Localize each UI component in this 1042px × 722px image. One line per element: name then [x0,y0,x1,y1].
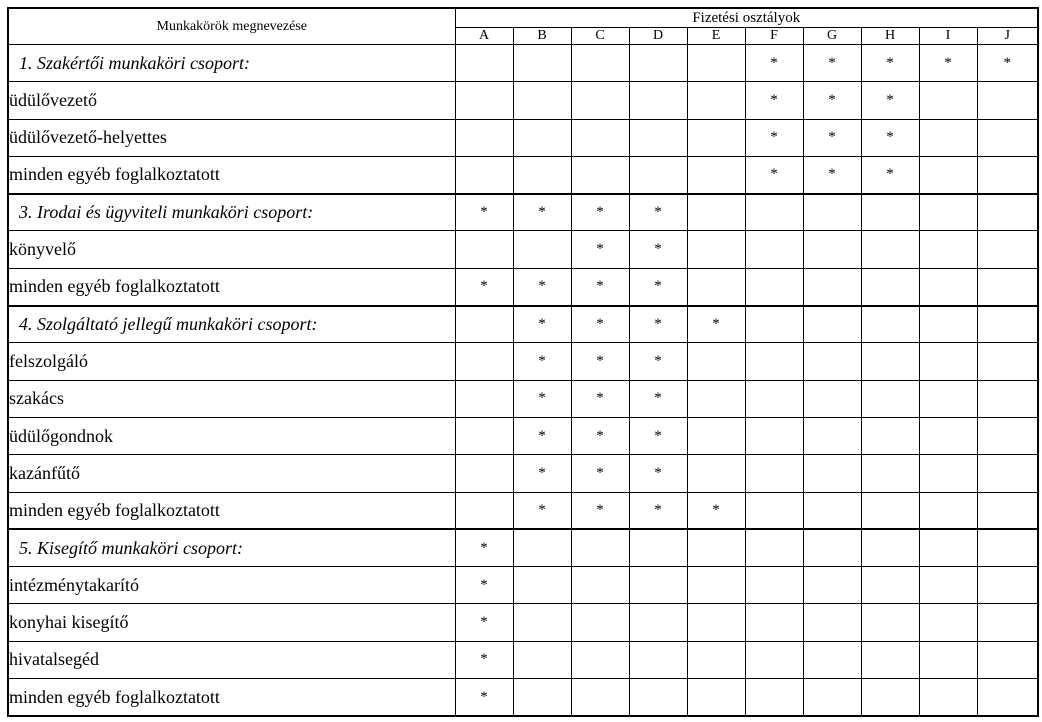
class-cell-b [513,45,571,82]
table-row [8,604,1038,641]
table-row [8,380,1038,417]
class-header-i: I [919,28,977,45]
class-cell-i [919,268,977,305]
class-cell-d [629,679,687,716]
asterisk-mark: * [538,501,546,518]
class-cell-g [803,231,861,268]
asterisk-mark: * [538,204,546,221]
asterisk-mark: * [1003,54,1012,71]
table-row [8,679,1038,716]
table-row [8,156,1038,193]
asterisk-mark: * [828,91,836,108]
class-cell-e [687,45,745,82]
asterisk-mark: * [596,353,604,370]
asterisk-mark: * [654,390,662,407]
asterisk-mark: * [596,464,604,481]
asterisk-mark: * [538,278,546,295]
class-cell-j [977,492,1038,529]
class-cell-c [571,679,629,716]
class-cell-d [629,156,687,193]
class-cell-i [919,455,977,492]
class-cell-d [629,417,687,454]
salary-classes-header: Fizetési osztályok [455,8,1038,28]
asterisk-mark: * [828,129,836,146]
class-cell-i [919,45,977,82]
table-row [8,417,1038,454]
class-cell-b [513,679,571,716]
class-cell-j [977,380,1038,417]
job-label: kazánfűtő [8,455,455,492]
table-row [8,492,1038,529]
class-cell-h [861,380,919,417]
class-cell-e [687,268,745,305]
class-cell-e [687,417,745,454]
asterisk-mark: * [886,91,894,108]
class-cell-c [571,455,629,492]
table-row [8,641,1038,678]
class-cell-c [571,194,629,231]
asterisk-mark: * [596,390,604,407]
asterisk-mark: * [596,241,604,258]
class-header-b: B [513,28,571,45]
class-header-g: G [803,28,861,45]
class-cell-b [513,82,571,119]
job-label: minden egyéb foglalkoztatott [8,492,455,529]
class-cell-f [745,82,803,119]
class-cell-e [687,604,745,641]
class-cell-f [745,455,803,492]
class-cell-f [745,679,803,716]
job-label: konyhai kisegítő [8,604,455,641]
class-cell-b [513,380,571,417]
class-cell-f [745,268,803,305]
class-cell-e [687,492,745,529]
class-cell-f [745,492,803,529]
asterisk-mark: * [770,54,778,71]
class-cell-a [455,45,513,82]
class-cell-c [571,119,629,156]
class-cell-b [513,343,571,380]
asterisk-mark: * [596,315,604,332]
class-cell-f [745,343,803,380]
class-header-e: E [687,28,745,45]
class-cell-f [745,156,803,193]
class-cell-e [687,231,745,268]
class-cell-a [455,567,513,604]
class-cell-c [571,641,629,678]
asterisk-mark: * [596,278,604,295]
class-cell-j [977,268,1038,305]
class-cell-c [571,343,629,380]
class-cell-e [687,82,745,119]
class-cell-c [571,306,629,343]
class-cell-d [629,455,687,492]
class-cell-i [919,306,977,343]
class-cell-e [687,156,745,193]
class-cell-i [919,156,977,193]
class-cell-a [455,156,513,193]
class-cell-a [455,604,513,641]
class-cell-c [571,417,629,454]
class-cell-j [977,119,1038,156]
class-cell-j [977,641,1038,678]
class-cell-g [803,306,861,343]
job-label: szakács [8,380,455,417]
class-cell-i [919,492,977,529]
class-cell-i [919,119,977,156]
class-cell-g [803,492,861,529]
class-cell-h [861,119,919,156]
class-cell-e [687,343,745,380]
class-cell-a [455,455,513,492]
job-label: üdülővezető-helyettes [8,119,455,156]
class-header-f: F [745,28,803,45]
asterisk-mark: * [770,166,778,183]
class-cell-h [861,343,919,380]
asterisk-mark: * [538,427,546,444]
class-cell-f [745,231,803,268]
class-cell-i [919,567,977,604]
class-cell-a [455,380,513,417]
class-cell-h [861,268,919,305]
job-label: minden egyéb foglalkoztatott [8,156,455,193]
class-cell-a [455,343,513,380]
class-cell-e [687,641,745,678]
class-cell-f [745,417,803,454]
asterisk-mark: * [480,278,488,295]
class-cell-d [629,119,687,156]
class-cell-i [919,194,977,231]
class-cell-g [803,156,861,193]
class-cell-g [803,45,861,82]
class-cell-h [861,306,919,343]
class-cell-g [803,641,861,678]
class-cell-a [455,641,513,678]
class-cell-b [513,492,571,529]
class-cell-b [513,455,571,492]
class-cell-e [687,679,745,716]
asterisk-mark: * [828,54,836,71]
class-cell-j [977,529,1038,566]
class-cell-b [513,156,571,193]
table-row [8,119,1038,156]
asterisk-mark: * [654,204,662,221]
class-cell-c [571,567,629,604]
class-cell-a [455,679,513,716]
class-cell-b [513,529,571,566]
class-cell-f [745,529,803,566]
class-cell-b [513,268,571,305]
class-cell-d [629,343,687,380]
class-cell-d [629,641,687,678]
table-body [8,45,1038,717]
group-row [8,194,1038,231]
job-label: könyvelő [8,231,455,268]
class-header-h: H [861,28,919,45]
class-cell-h [861,417,919,454]
class-cell-e [687,529,745,566]
class-cell-a [455,231,513,268]
class-cell-h [861,679,919,716]
asterisk-mark: * [712,315,720,332]
asterisk-mark: * [654,464,662,481]
class-cell-e [687,567,745,604]
class-cell-a [455,119,513,156]
class-cell-j [977,455,1038,492]
class-cell-c [571,231,629,268]
class-cell-d [629,492,687,529]
class-cell-a [455,492,513,529]
class-cell-h [861,492,919,529]
class-cell-a [455,194,513,231]
asterisk-mark: * [538,390,546,407]
asterisk-mark: * [770,91,778,108]
class-cell-j [977,306,1038,343]
class-cell-f [745,380,803,417]
asterisk-mark: * [828,166,836,183]
class-cell-g [803,455,861,492]
class-cell-j [977,156,1038,193]
group-label: 5. Kisegítő munkaköri csoport: [8,529,455,566]
class-cell-d [629,306,687,343]
job-label: hivatalsegéd [8,641,455,678]
class-cell-h [861,567,919,604]
asterisk-mark: * [944,54,952,71]
class-cell-f [745,45,803,82]
class-cell-b [513,306,571,343]
class-cell-h [861,455,919,492]
class-cell-g [803,604,861,641]
salary-class-table [7,7,1039,717]
class-cell-i [919,380,977,417]
class-cell-c [571,529,629,566]
class-header-a: A [455,28,513,45]
asterisk-mark: * [886,129,894,146]
class-cell-c [571,156,629,193]
asterisk-mark: * [538,315,546,332]
class-cell-e [687,380,745,417]
group-row [8,306,1038,343]
asterisk-mark: * [480,204,488,221]
job-column-header: Munkakörök megnevezése [8,8,455,45]
class-cell-j [977,604,1038,641]
class-cell-g [803,679,861,716]
class-cell-g [803,380,861,417]
class-cell-d [629,45,687,82]
class-cell-j [977,417,1038,454]
class-cell-a [455,529,513,566]
class-cell-j [977,194,1038,231]
class-cell-h [861,194,919,231]
job-label: felszolgáló [8,343,455,380]
asterisk-mark: * [886,54,894,71]
asterisk-mark: * [886,166,894,183]
class-cell-d [629,82,687,119]
class-cell-c [571,45,629,82]
group-row [8,529,1038,566]
class-cell-e [687,119,745,156]
class-cell-d [629,268,687,305]
asterisk-mark: * [480,576,488,593]
class-cell-b [513,194,571,231]
class-cell-i [919,417,977,454]
class-cell-g [803,268,861,305]
class-cell-j [977,343,1038,380]
asterisk-mark: * [654,427,662,444]
asterisk-mark: * [654,278,662,295]
asterisk-mark: * [654,315,662,332]
class-cell-f [745,306,803,343]
job-label: üdülőgondnok [8,417,455,454]
class-cell-d [629,380,687,417]
class-cell-i [919,604,977,641]
class-cell-g [803,567,861,604]
class-header-j: J [977,28,1038,45]
class-cell-e [687,455,745,492]
job-label: intézménytakarító [8,567,455,604]
class-cell-c [571,268,629,305]
class-cell-h [861,82,919,119]
table-row [8,455,1038,492]
class-cell-f [745,119,803,156]
class-cell-e [687,306,745,343]
class-cell-a [455,306,513,343]
class-cell-j [977,679,1038,716]
class-cell-d [629,567,687,604]
class-cell-j [977,231,1038,268]
table-row [8,268,1038,305]
class-cell-g [803,343,861,380]
class-cell-b [513,417,571,454]
class-cell-h [861,156,919,193]
class-cell-g [803,529,861,566]
class-header-d: D [629,28,687,45]
asterisk-mark: * [654,353,662,370]
table-row [8,231,1038,268]
class-cell-b [513,641,571,678]
asterisk-mark: * [538,464,546,481]
class-cell-c [571,604,629,641]
asterisk-mark: * [770,129,778,146]
asterisk-mark: * [596,204,604,221]
class-cell-h [861,604,919,641]
asterisk-mark: * [480,651,488,668]
class-cell-d [629,194,687,231]
class-cell-f [745,567,803,604]
asterisk-mark: * [596,501,604,518]
class-cell-f [745,604,803,641]
table-row [8,82,1038,119]
class-cell-i [919,679,977,716]
asterisk-mark: * [480,539,488,556]
class-cell-j [977,82,1038,119]
table-header [8,8,1038,45]
group-label: 3. Irodai és ügyviteli munkaköri csoport: [8,194,455,231]
class-cell-i [919,343,977,380]
class-cell-b [513,119,571,156]
class-cell-a [455,268,513,305]
group-row [8,45,1038,82]
class-cell-b [513,567,571,604]
class-cell-c [571,82,629,119]
class-cell-g [803,194,861,231]
class-cell-i [919,641,977,678]
class-cell-g [803,119,861,156]
class-cell-j [977,45,1038,82]
asterisk-mark: * [596,427,604,444]
group-label: 1. Szakértői munkaköri csoport: [8,45,455,82]
class-cell-d [629,604,687,641]
class-cell-a [455,417,513,454]
class-cell-g [803,417,861,454]
asterisk-mark: * [480,688,488,705]
class-cell-f [745,641,803,678]
job-label: minden egyéb foglalkoztatott [8,679,455,716]
class-cell-d [629,529,687,566]
class-cell-e [687,194,745,231]
class-cell-f [745,194,803,231]
class-cell-h [861,231,919,268]
asterisk-mark: * [654,501,662,518]
class-cell-c [571,380,629,417]
class-cell-c [571,492,629,529]
class-cell-b [513,604,571,641]
group-label: 4. Szolgáltató jellegű munkaköri csoport: [8,306,455,343]
class-header-c: C [571,28,629,45]
class-cell-g [803,82,861,119]
class-cell-i [919,82,977,119]
class-cell-j [977,567,1038,604]
table-row [8,343,1038,380]
class-cell-i [919,231,977,268]
job-label: minden egyéb foglalkoztatott [8,268,455,305]
job-label: üdülővezető [8,82,455,119]
class-cell-a [455,82,513,119]
table-row [8,567,1038,604]
class-cell-h [861,45,919,82]
class-cell-h [861,641,919,678]
asterisk-mark: * [538,353,546,370]
class-cell-i [919,529,977,566]
class-cell-b [513,231,571,268]
asterisk-mark: * [654,241,662,258]
class-cell-h [861,529,919,566]
asterisk-mark: * [480,614,488,631]
class-cell-d [629,231,687,268]
asterisk-mark: * [712,501,720,518]
